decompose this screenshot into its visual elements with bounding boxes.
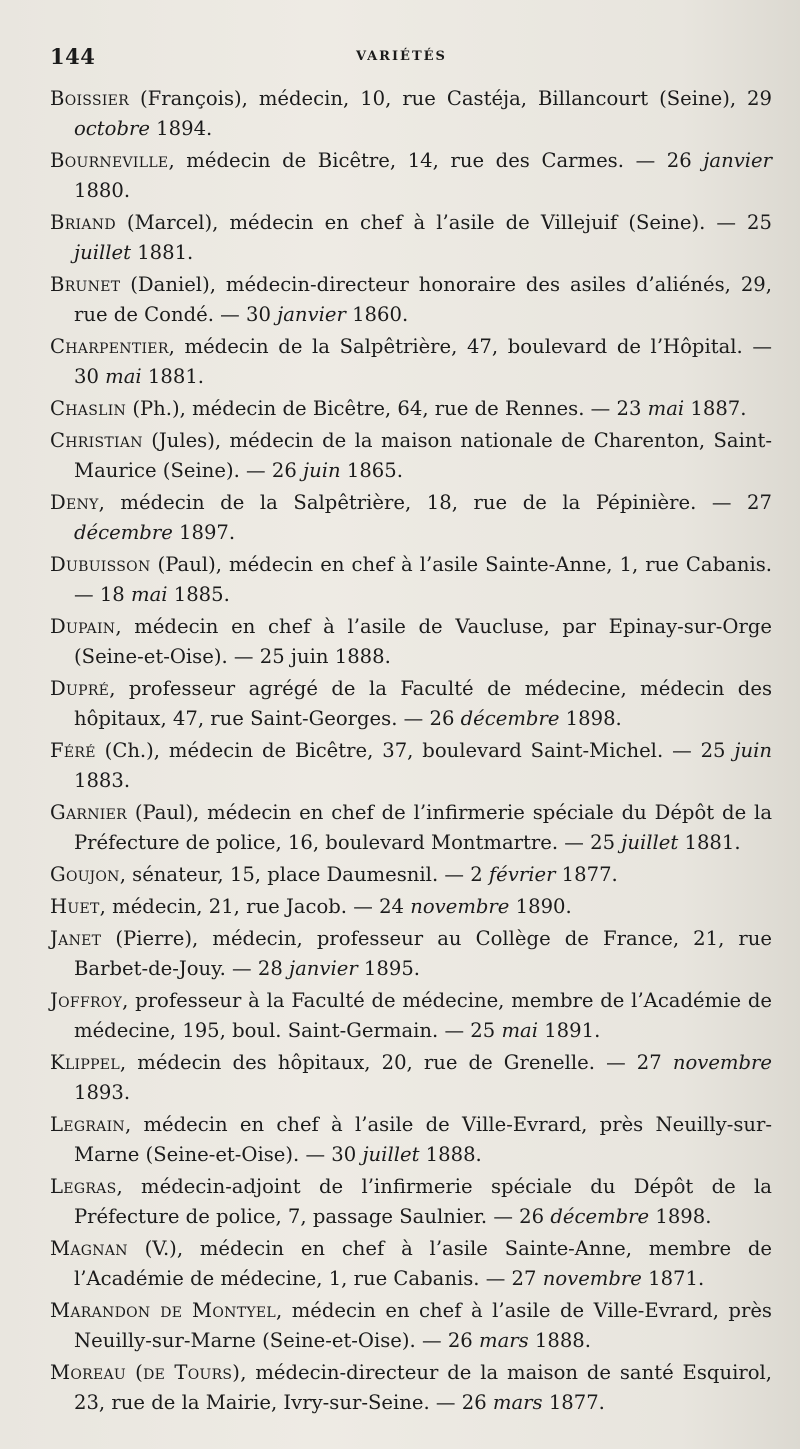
year: 1881. [141, 365, 205, 388]
member-name: Goujon [50, 863, 120, 886]
month: mars [492, 1391, 543, 1414]
member-details: , médecin des hôpitaux, 20, rue de Grenelle. — 27 [119, 1051, 673, 1074]
list-item [50, 860, 772, 890]
list-item [50, 1234, 772, 1294]
member-name: Dubuisson [50, 553, 151, 576]
month: juillet [621, 831, 679, 854]
year: 1898. [559, 707, 622, 730]
month: décembre [550, 1205, 650, 1228]
member-name: Dupain [50, 615, 116, 638]
year: 1880. [74, 179, 131, 202]
list-item [50, 1172, 772, 1232]
member-details: , sénateur, 15, place Daumesnil. — 2 [119, 863, 489, 886]
list-item [50, 208, 772, 268]
member-details: (Daniel), médecin-directeur honoraire des asiles d’aliénés, 29, rue de Condé. — 30 [74, 273, 772, 326]
member-details: , médecin-directeur de la maison de santé Esquirol, 23, rue de la Mairie, Ivry-sur-Seine. — 26 [74, 1361, 772, 1414]
member-name: Christian [50, 429, 143, 452]
year: 1895. [357, 957, 421, 980]
year: 1891. [537, 1019, 601, 1042]
list-item [50, 612, 772, 672]
year: 1898. [649, 1205, 712, 1228]
month: décembre [460, 707, 560, 730]
member-name: Dupré [50, 677, 110, 700]
year: 1887. [684, 397, 747, 420]
list-item [50, 270, 772, 330]
month: juillet [362, 1143, 420, 1166]
list-item [50, 1048, 772, 1108]
member-details: (François), médecin, 10, rue Castéja, Billancourt (Seine), 29 [129, 87, 772, 110]
month: janvier [703, 149, 772, 172]
month: mai [130, 583, 168, 606]
member-details: , médecin-adjoint de l’infirmerie spéciale du Dépôt de la Préfecture de police, 7, passage Saulnier. — 26 [74, 1175, 772, 1228]
member-details: , professeur à la Faculté de médecine, membre de l’Académie de médecine, 195, boul. Saint-Germain. — 25 [74, 989, 772, 1042]
member-name: Féré [50, 739, 96, 762]
list-item [50, 550, 772, 610]
month: mai [105, 365, 142, 388]
member-name: Legras [50, 1175, 117, 1198]
month: octobre [74, 117, 150, 140]
list-item [50, 394, 772, 424]
member-name: Joffroy [50, 989, 123, 1012]
member-name: Chaslin [50, 397, 127, 420]
month: mai [647, 397, 685, 420]
member-name: Moreau (de Tours) [50, 1361, 241, 1384]
year: 1860. [345, 303, 409, 326]
list-item [50, 986, 772, 1046]
member-name: Magnan [50, 1237, 128, 1260]
member-list [50, 84, 772, 1418]
member-details: , médecin, 21, rue Jacob. — 24 [99, 895, 411, 918]
list-item [50, 426, 772, 486]
month: novembre [542, 1267, 642, 1290]
month: juin [303, 459, 341, 482]
list-item [50, 1358, 772, 1418]
list-item [50, 798, 772, 858]
member-name: Garnier [50, 801, 127, 824]
member-details: (Paul), médecin en chef à l’asile Sainte-Anne, 1, rue Cabanis. — 18 [74, 553, 772, 606]
member-details: , médecin en chef à l’asile de Vaucluse, par Epinay-sur-Orge (Seine-et-Oise). — 25 juin 1888. [74, 615, 772, 668]
month: décembre [74, 521, 173, 544]
year: 1877. [555, 863, 618, 886]
list-item [50, 146, 772, 206]
member-details: , médecin en chef à l’asile de Ville-Evrard, près Neuilly-sur-Marne (Seine-et-Oise). — 30 [74, 1113, 772, 1166]
list-item [50, 488, 772, 548]
list-item [50, 84, 772, 144]
month: juillet [74, 241, 131, 264]
month: janvier [289, 957, 358, 980]
member-details: , médecin en chef à l’asile de Ville-Evrard, près Neuilly-sur-Marne (Seine-et-Oise). — 26 [74, 1299, 772, 1352]
list-item [50, 892, 772, 922]
year: 1890. [509, 895, 572, 918]
member-name: Bourneville [50, 149, 169, 172]
list-item [50, 1296, 772, 1356]
year: 1897. [172, 521, 236, 544]
member-name: Charpentier [50, 335, 169, 358]
month: juin [734, 739, 772, 762]
month: mars [478, 1329, 529, 1352]
member-details: , médecin de la Salpêtrière, 47, boulevard de l’Hôpital. — 30 [74, 335, 772, 388]
member-name: Janet [50, 927, 102, 950]
year: 1888. [528, 1329, 591, 1352]
year: 1894. [149, 117, 213, 140]
member-name: Deny [50, 491, 99, 514]
page-header [50, 40, 772, 80]
list-item [50, 674, 772, 734]
year: 1881. [130, 241, 194, 264]
year: 1883. [74, 769, 131, 792]
member-name: Brunet [50, 273, 121, 296]
list-item [50, 1110, 772, 1170]
member-details: (Pierre), médecin, professeur au Collège de France, 21, rue Barbet-de-Jouy. — 28 [74, 927, 772, 980]
month: janvier [277, 303, 346, 326]
member-details: , médecin de Bicêtre, 14, rue des Carmes. — 26 [168, 149, 704, 172]
running-title: VARIÉTÉS [356, 49, 447, 64]
list-item [50, 924, 772, 984]
member-details: (Paul), médecin en chef de l’infirmerie spéciale du Dépôt de la Préfecture de police, 16, boulevard Montmartre. — 25 [74, 801, 772, 854]
list-item [50, 332, 772, 392]
page-number: 144 [50, 44, 96, 69]
member-details: , professeur agrégé de la Faculté de médecine, médecin des hôpitaux, 47, rue Saint-Georges. — 26 [74, 677, 772, 730]
year: 1877. [542, 1391, 605, 1414]
month: mai [501, 1019, 538, 1042]
member-details: (Ch.), médecin de Bicêtre, 37, boulevard Saint-Michel. — 25 [95, 739, 735, 762]
month: novembre [410, 895, 510, 918]
member-name: Huet [50, 895, 100, 918]
member-details: (Marcel), médecin en chef à l’asile de Villejuif (Seine). — 25 [115, 211, 772, 234]
list-item [50, 736, 772, 796]
member-name: Briand [50, 211, 116, 234]
member-name: Boissier [50, 87, 130, 110]
year: 1881. [678, 831, 741, 854]
month: février [488, 863, 556, 886]
member-name: Klippel [50, 1051, 120, 1074]
month: novembre [672, 1051, 772, 1074]
member-name: Marandon de Montyel [50, 1299, 277, 1322]
year: 1865. [340, 459, 403, 482]
year: 1871. [641, 1267, 705, 1290]
year: 1888. [419, 1143, 482, 1166]
member-details: (Ph.), médecin de Bicêtre, 64, rue de Rennes. — 23 [126, 397, 648, 420]
member-details: (V.), médecin en chef à l’asile Sainte-Anne, membre de l’Académie de médecine, 1, rue Cabanis. — 27 [74, 1237, 772, 1290]
year: 1885. [167, 583, 230, 606]
year: 1893. [74, 1081, 131, 1104]
member-details: (Jules), médecin de la maison nationale de Charenton, Saint-Maurice (Seine). — 26 [74, 429, 772, 482]
member-name: Legrain [50, 1113, 125, 1136]
member-details: , médecin de la Salpêtrière, 18, rue de la Pépinière. — 27 [98, 491, 772, 514]
